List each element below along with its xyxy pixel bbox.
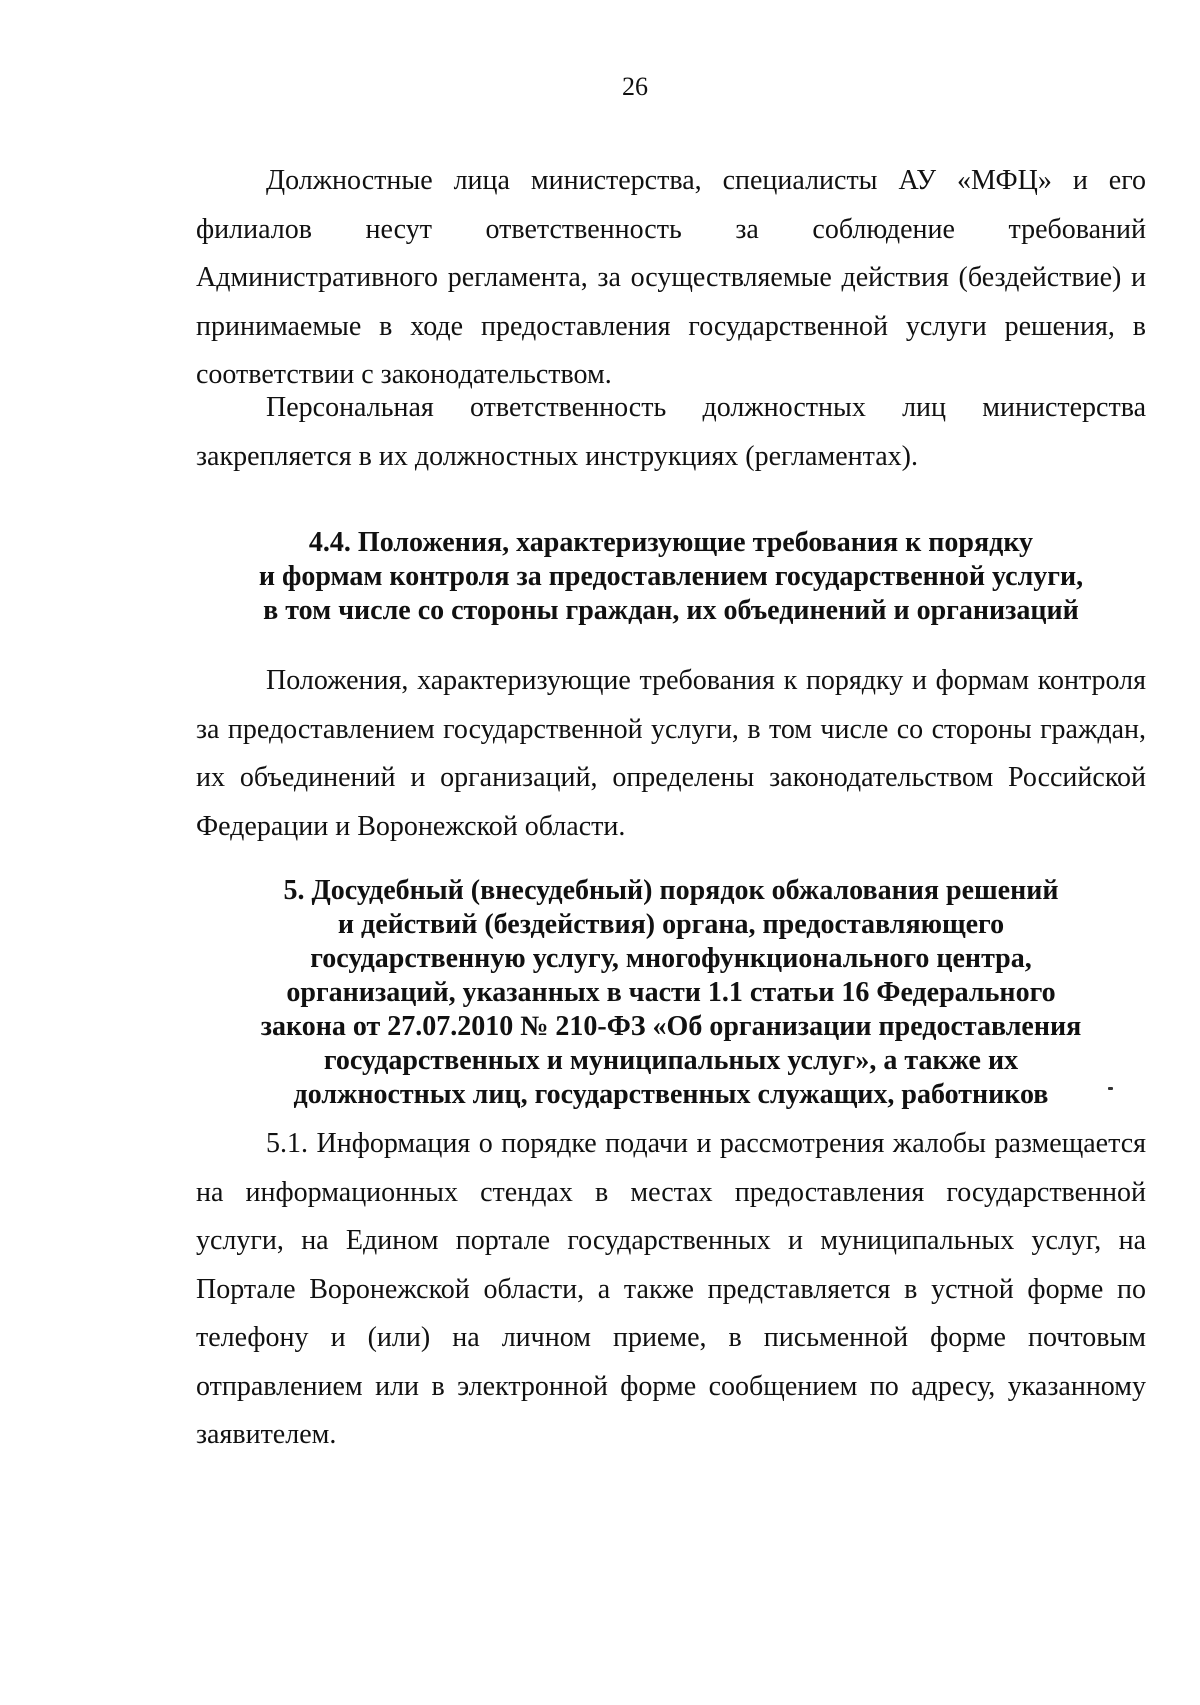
- heading-line: 4.4. Положения, характеризующие требования к порядку: [308, 527, 1034, 558]
- heading-line: в том числе со стороны граждан, их объединений и организаций: [263, 595, 1079, 626]
- heading-line: государственных и муниципальных услуг», а также их: [323, 1045, 1019, 1076]
- heading-line: и действий (бездействия) органа, предоставляющего: [337, 909, 1005, 940]
- heading-line: 5. Досудебный (внесудебный) порядок обжалования решений: [283, 875, 1059, 906]
- scan-artifact: [1108, 1087, 1113, 1090]
- heading-line: должностных лиц, государственных служащих, работников: [293, 1079, 1049, 1110]
- section-4-4-heading: [196, 526, 1146, 628]
- heading-line: закона от 27.07.2010 № 210-ФЗ «Об организации предоставления: [260, 1011, 1082, 1042]
- heading-line: государственную услугу, многофункционального центра,: [310, 943, 1032, 974]
- section-4-4-body: Положения, характеризующие требования к порядку и формам контроля за предоставлением государственной услуги, в том числе со стороны граждан, их объединений и организаций, определены законодательством Российской Федерации и Воронежской области.: [196, 665, 1146, 842]
- page-number: 26: [622, 72, 648, 101]
- section-5-heading: [196, 874, 1146, 1112]
- heading-line: и формам контроля за предоставлением государственной услуги,: [258, 561, 1084, 592]
- paragraph-officials-responsibility: Должностные лица министерства, специалисты АУ «МФЦ» и его филиалов несут ответственность за соблюдение требований Административного регламента, за осуществляемые действия (бездействие) и принимаемые в ходе предоставления государственной услуги решения, в соответствии с законодательством.: [196, 165, 1146, 390]
- paragraph-personal-responsibility: Персональная ответственность должностных лиц министерства закрепляется в их должностных инструкциях (регламентах).: [196, 392, 1146, 472]
- heading-line: организаций, указанных в части 1.1 статьи 16 Федерального: [286, 977, 1056, 1008]
- section-5-1-body: 5.1. Информация о порядке подачи и рассмотрения жалобы размещается на информационных стендах в местах предоставления государственной услуги, на Едином портале государственных и муниципальных услуг, на Портале Воронежской области, а также представляется в устной форме по телефону и (или) на личном приеме, в письменной форме почтовым отправлением или в электронной форме сообщением по адресу, указанному заявителем.: [196, 1128, 1146, 1450]
